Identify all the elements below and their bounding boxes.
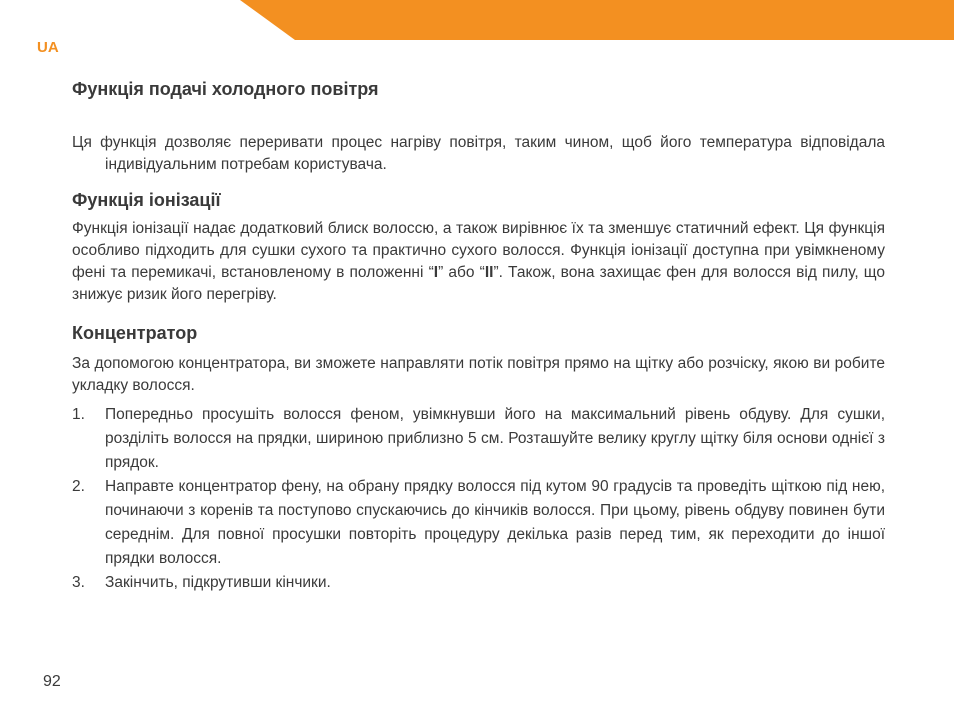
list-item-text: Попередньо просушіть волосся феном, увімкнувши його на максимальний рівень обдуву. Для сушки, розділіть волосся на прядки, шириною приблизно 5 см. Розташуйте велику круглу щітку біля основи однієї з прядок.: [105, 406, 885, 471]
list-item-number: 1.: [72, 406, 85, 423]
list-item-number: 2.: [72, 478, 85, 495]
list-item: [72, 571, 885, 595]
section-title-concentrator: Концентратор: [72, 323, 198, 343]
page-number: 92: [43, 673, 61, 690]
switch-position-2: II: [484, 264, 494, 281]
ionization-text-part: ” або “: [438, 264, 485, 281]
list-item: [72, 475, 885, 571]
header-accent-band: [240, 0, 954, 40]
section-title-ionization: Функція іонізації: [72, 190, 221, 210]
section-text-cold-air: Ця функція дозволяє переривати процес нагріву повітря, таким чином, щоб його температура відповідала індивідуальним потребам користувача.: [72, 134, 885, 173]
list-item-number: 3.: [72, 574, 85, 591]
ionization-text-part: Функція іонізації надає додатковий блиск волоссю, а також вирівнює їх та зменшує статичний ефект. Ця функція особливо підходить для сушки сухого та практично сухого волосся. Функція іонізації доступна при увімкненому фені та перемикачі, встановленому в положенні “: [72, 220, 885, 281]
concentrator-steps-list: [72, 403, 885, 595]
list-item-text: Направте концентратор фену, на обрану прядку волосся під кутом 90 градусів та проведіть щіткою під нею, починаючи з коренів та поступово спускаючись до кінчиків волосся. При цьому, рівень обдуву повинен бути середнім. Для повної просушки повторіть процедуру декілька разів перед тим, як переходити до іншої прядки волосся.: [105, 478, 885, 567]
page-content: [72, 78, 885, 595]
section-text-concentrator: За допомогою концентратора, ви зможете направляти потік повітря прямо на щітку або розчіску, якою ви робите укладку волосся.: [72, 355, 885, 394]
ionization-text-part: ”. Також, вона захищає фен для волосся від пилу, що знижує ризик його перегріву.: [72, 264, 886, 303]
language-label: UA: [37, 39, 59, 56]
list-item-text: Закінчить, підкрутивши кінчики.: [105, 574, 331, 591]
switch-position-1: I: [433, 264, 439, 281]
section-title-cold-air: Функція подачі холодного повітря: [72, 79, 379, 99]
list-item: [72, 403, 885, 475]
section-text-ionization: [72, 218, 885, 306]
